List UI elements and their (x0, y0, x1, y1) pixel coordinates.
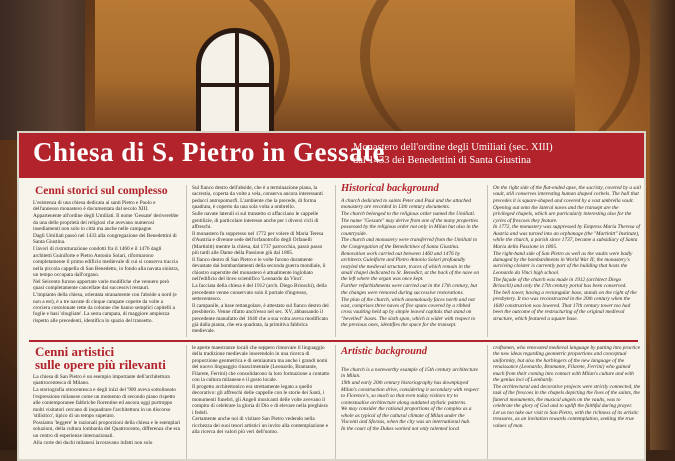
section2-en-text: The church is a noteworthy example of 15th century architecture in Milan. 19th and early 20th century historiography has downplayed Milan's construction drive, considering it secondary with respect to Florence's, so much so that even today visitors try to contextualise architecture along outdated stylistic patterns. We may consider the rational proportions of the complex as a whole as typical of the cultural climate of Milan under the Visconti and Sforzas, when the city was an international hub. In the court of the Dukes worked not only talented local (341, 367, 479, 433)
section2-it-heading: Cenni artistici sulle opere più rilevanti (35, 344, 166, 372)
section1-it-text: L'esistenza di una chiesa dedicata ai santi Pietro e Paolo e dell'annesso monastero è documentata dal secolo XIII. Appartenente all'ordine degli Umiliati. Il nome 'Gessate' deriverebbe da una delle proprietà dei religiosi che avevano numerosi insediamenti non solo in città ma anche nelle campagne. Dagli Umiliati passò nel 1433 alla congregazione dei Benedettini di Santa Giustina. I lavori di ristrutturazione condotti fra il 1460 e il 1476 dagli architetti Guiniforte e Pietro Antonio Solari, riformarono completamente il primo edificio medievale di cui si conserva traccia nella piccola cappella di San Benedetto, in fondo alla navata sinistra, un tempo occupata dall'organo. Nel Seicento furono apportate varie modifiche che vennero però quasi completamente cancellate dai successivi restauri. L'impianto della chiesa, orientata stranamente con l'abside a nord (e non a est), è a tre navate di cinque campate coperte da volte a crociera costolonate rette da colonne che hanno semplici capitelli a foglie e basi 'sbugliate'. La sesta campata, di maggiore ampiezza rispetto alle precedenti, identifica lo spazio del transetto. (33, 200, 179, 324)
information-sign (17, 131, 646, 461)
section1-it-mid-text: Sul fianco destro dell'abside, che è a terminazione piana, la sacrestia, coperta da volte a vela, conserva ancora interessanti pedacci antropomorfi. L'ambiente che la precede, di forma quadrata, è coperto da una sola volta a ombrello. Sulle navate laterali si sul transetto si affacciano le cappelle gentilizie, di particolare interesse anche per i diversi cicli di affreschi. Il monastero fu soppresso nel 1772 per volere di Maria Teresa d'Austria e divenne sede dell'orfanotrofio degli Orfanelli (Martinitt) mentre la chiesa, dal 1737 parrocchia, passò passo più tardi alle Dame della Passione giù dal 1805. Il fianco destro di San Pietro e le volte furono duramente devastate dai bombardamenti della seconda guerra mondiale, il chiostro superstite del monastero è attualmente inglobato nell'edificio del liceo scientifico 'Leonardo da Vinci'. La facciata della chiesa è del 1912 (arch. Diego Brioschi), della precedente venne conservato solo il portale d'ingresso, settecentesco. Il campanile, a base rettangolare, è attestato sul fianco destro del presbiterio. Venne rifatto anch'esso nel sec. XV, abbassando il precedente manufatto del 1640 che a sua volta aveva modificato già dalla pianta, che era quadrata, la primitiva fabbrica medievale. (192, 185, 329, 335)
section2-en-right-text: craftsmen, who renovated medieval language by putting into practice the new ideas regarding geometric proportions and conceptual uniformity, but also the harbingers of the new language of the renaissance (Leonardo, Bramante, Filarete, Ferrini) who gained much from their coming into contact with Milan's culture and with the genius loci of Lombardy. The architectural and decorative projects were strictly connected, the task of the frescoes in the chapels depicting the lives of the saints, the funeral monuments, the musical angels on the vaults, was to celebrate the glory of God and to uplift the faithful during prayer. Let us too take our visit to San Pietro, with the richness of its artistic treasures, as an invitation towards contemplation, seeking the true values of man. (493, 345, 641, 429)
wall-edge (650, 0, 675, 450)
section2-it-mid-text: le aperte maestranze locali che seppero rinnovare il linguaggio della tradizione medievale inserendolo in una ricerca di proporzione geometrica e di semiautura ma anche i grandi nomi del nuovo linguaggio rinascimentale (Leonardo, Bramante, Filarete, Ferrini) che consolidarono la loro formazione a contatto con la cultura milanese e il gusto locale. Il progetto architettonico era strettamente legato a quello decorativo: gli affreschi delle cappelle con le storie dei Santi, i monumenti funebri, gli Angeli musicanti delle volte avevano il compito di celebrare la gloria di Dio e di elevare nella preghiera i fedeli. Certamente anche noi di visitare San Pietro vedendo nella ricchezza dei suoi tesori artistici un invito alla contemplazione e alla ricerca dei valori più veri dell'uomo. (192, 345, 330, 436)
section2-en-heading: Artistic background (341, 346, 428, 357)
stone-pillar (0, 0, 85, 140)
sign-title: Chiesa di S. Pietro in Gessate (33, 137, 385, 167)
section2-it-text: La chiesa di San Pietro è un esempio importante dell'architettura quattrocentesca di Milano. La storiografia ottocentesca e degli inizi del '900 aveva sottolineato l'espressione milanese come un momento di secondo piano rispetto alle contemporanee fabbriche fiorentine ed ancora oggi purtroppo molti visitatori cercano di inquadrare l'architettura in un discorso 'stilistico', tipico di un tempo superato. Possiamo 'leggere' le razionali proporzioni della chiesa e le esemplari soluzioni, della cultura lombarda del Quattrocento, differenza che era un centro di esperienze internazionali. Alla corte dei duchi milanesi lavoravano infatti non solo (33, 374, 181, 446)
section1-en-right-text: On the right side of the flat-ended apse, the sacristy, covered by a sail vault, still conserves interesting human shaped corbels. The hall that precedes it is square-shaped and covered by a vast umbrella vault. Opening out onto the lateral naves and the transept are the privileged chapels, which are particularly interesting also for the cycles of frescoes they feature. In 1772, the monastery was suppressed by Empress Maria Theresa of Austria and was turned into an orphanage (the "Martinitt" Institute), while the church, a parish since 1737, became a subsidiary of Santa Maria della Passione in 1805. The right-hand side of San Pietro as well as the vaults were badly damaged by the bombardments in World War II; the monastery's surviving cloister is currently part of the building that hosts the Leonardo da Vinci high school. The façade of the church was made in 1912 (architect Diego Brioschi) and only the 17th century portal has been conserved. The bell tower, having a rectangular base, stands on the right of the presbytery. It too was reconstructed in the 20th century when the 1640 construction was lowered. That 17th century tower too had been the outcome of the restructuring of the original medieval structure, which featured a square base. (493, 185, 641, 322)
section1-en-heading: Historical background (341, 183, 439, 194)
section1-en-text: A church dedicated to saints Peter and Paul and the attached monastery are recorded in 13th century documents. The church belonged to the religious order named the Umiliati. The name "Gessate" may derive from one of the many properties possessed by the religious order not only in Milan but also in the countryside. The church and monastery were transferred from the Umiliati to the Congregation of the Benedictines of Santa Giustina. Renovation work carried out between 1460 and 1476 by architects Guiniforte and Pietro Antonio Solari profoundly restyled the medieval structure, traces of which remain in the small chapel dedicated to St. Benedict, at the back of the nave on the left where the organ was once kept. Further refurbishments were carried out in the 17th century, but the changes were removed during successive restorations. The plan of the church, which anomalously faces north and not east, comprises three naves of five spans covered by a ribbed cross vaulting held up by simple leaved capitals that stand on "bevelled" bases. The sixth span, which is wider with respect to the previous ones, identifies the space for the transept. (341, 198, 479, 329)
section1-it-heading: Cenni storici sul complesso (35, 185, 168, 197)
arched-window (196, 28, 274, 138)
section-divider (29, 340, 638, 342)
sign-subtitle: Monastero dell'ordine degli Umiliati (sec. XIII) dal 1433 dei Benedettini di Santa Giustina (353, 142, 553, 166)
sign-title-bar (19, 133, 644, 178)
